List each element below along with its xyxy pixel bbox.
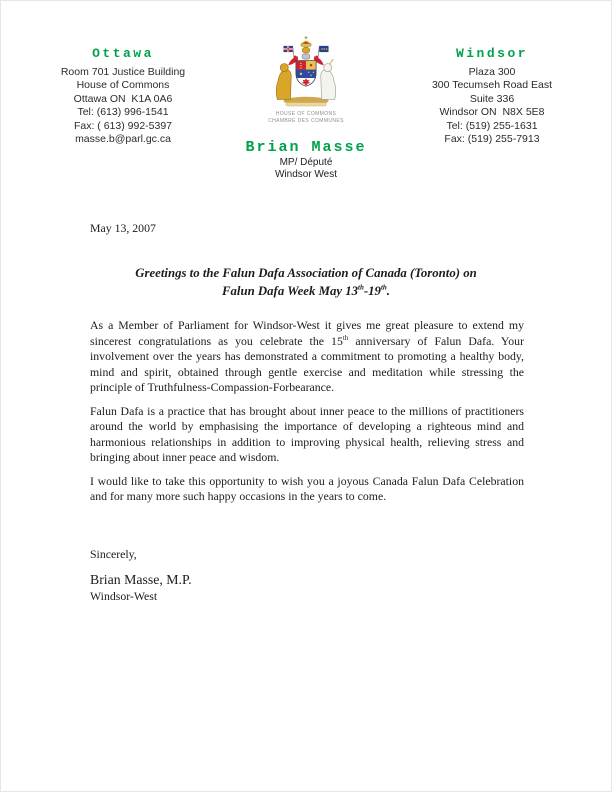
superscript: th [342,333,349,342]
ottawa-phone-line: Tel: (613) 996-1541 [77,106,169,119]
canada-coat-of-arms-icon [267,35,345,108]
windsor-address-line: 300 Tecumseh Road East [431,79,553,92]
windsor-phone-line: Tel: (519) 255-1631 [446,119,538,132]
ottawa-title: Ottawa [92,46,154,61]
windsor-address-line: Windsor ON N8X 5E8 [439,106,545,119]
superscript: th [358,283,364,292]
caption-english: HOUSE OF COMMONS [275,111,337,117]
superscript: th [380,283,387,292]
letter-date: May 13, 2007 [90,221,156,235]
windsor-address-line: Suite 336 [469,92,515,105]
letter-body [90,318,524,513]
caption-french: CHAMBRE DES COMMUNES [268,117,344,124]
paragraph-1: As a Member of Parliament for Windsor-West it gives me great pleasure to extend my sincerest congratulations as you celebrate the 15th anniversary of Falun Dafa. Your involvement over the years has demonstrated a commitment to promoting a healthy body, mind and spirit, obtained through gentle exercise and meditation while stressing the principle of Truthfulness-Compassion-Forbearance. [90,318,524,394]
windsor-address-block [392,46,592,146]
ottawa-fax-line: Fax: ( 613) 992-5397 [73,119,173,132]
ottawa-address-line: Ottawa ON K1A 0A6 [73,92,173,105]
heading-line-2: Falun Dafa Week May 13th-19th. [222,283,390,298]
valediction: Sincerely, [90,547,137,561]
signature-riding: Windsor-West [90,589,158,603]
email-text: masse.b@parl.gc.ca [75,133,171,146]
house-of-commons-caption [0,111,612,124]
ottawa-address-block [23,46,223,146]
heading-line-1: Greetings to the Falun Dafa Association of Canada (Toronto) on [135,266,477,280]
member-title: MP/ Député [279,157,333,168]
windsor-title: Windsor [455,46,529,61]
ottawa-address-line: Room 701 Justice Building [60,66,186,78]
member-riding: Windsor West [274,169,338,180]
signature-name: Brian Masse, M.P. [90,572,192,587]
windsor-address-line: Plaza 300 [468,66,516,78]
ottawa-address-line: House of Commons [76,79,170,92]
windsor-fax-line: Fax: (519) 255-7913 [444,133,540,146]
paragraph-2: Falun Dafa is a practice that has brought about inner peace to the millions of practitioners around the world by emphasising the importance of developing a righteous mind and harmonious relationships in addition to improving physical health, relieving stress and bringing about inner peace and wisdom. [90,403,524,464]
letter-heading [0,264,612,300]
member-name: Brian Masse [245,139,367,156]
paragraph-3: I would like to take this opportunity to wish you a joyous Canada Falun Dafa Celebration and for many more such happy occasions in the years to come. [90,473,524,503]
